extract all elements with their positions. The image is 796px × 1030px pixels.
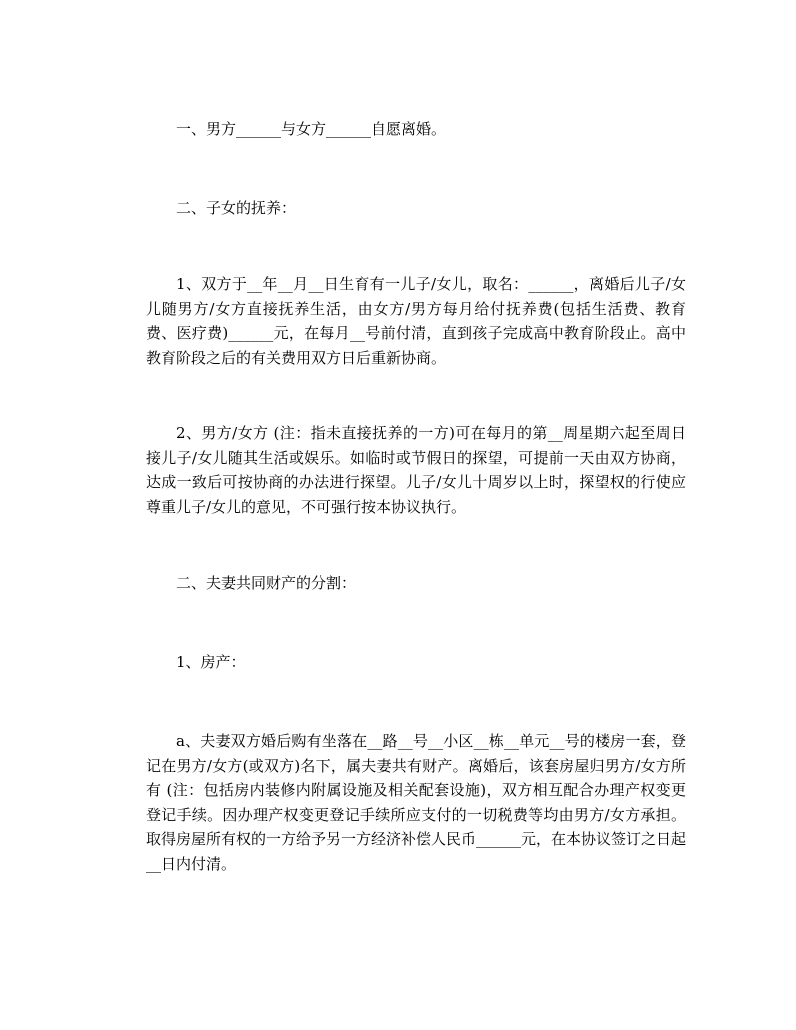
heading-property-division: 二、夫妻共同财产的分割： — [176, 574, 357, 592]
clause-visitation: 2、男方/女方 (注：指未直接抚养的一方)可在每月的第__周星期六起至周日接儿子/女儿随其生活或娱乐。如临时或节假日的探望，可提前一天由双方协商，达成一致后可按协商的办法进行探望。儿子/女儿十周岁以上时，探望权的行使应尊重儿子/女儿的意见，不可强行按本协议执行。 — [146, 424, 686, 516]
clause-child-support: 1、双方于__年__月__日生育有一儿子/女儿，取名：______，离婚后儿子/女儿随男方/女方直接抚养生活，由女方/男方每月给付抚养费(包括生活费、教育费、医疗费)______元，在每月__号前付清，直到孩子完成高中教育阶段止。高中教育阶段之后的有关费用双方日后重新协商。 — [146, 275, 686, 367]
clause-house-ownership: a、夫妻双方婚后购有坐落在__路__号__小区__栋__单元__号的楼房一套，登记在男方/女方(或双方)名下，属夫妻共有财产。离婚后，该套房屋归男方/女方所有 (注：包括房内装修内附属设施及相关配套设施)，双方相互配合办理产权变更登记手续。因办理产权变更登记手续所应支付的一切税费等均由男方/女方承担。取得房屋所有权的一方给予另一方经济补偿人民币______元，在本协议签订之日起__日内付清。 — [146, 732, 687, 873]
clause-divorce-agreement: 一、男方______与女方______自愿离婚。 — [176, 120, 447, 138]
heading-child-custody: 二、子女的抚养： — [176, 199, 297, 217]
heading-real-estate: 1、房产： — [176, 653, 246, 671]
